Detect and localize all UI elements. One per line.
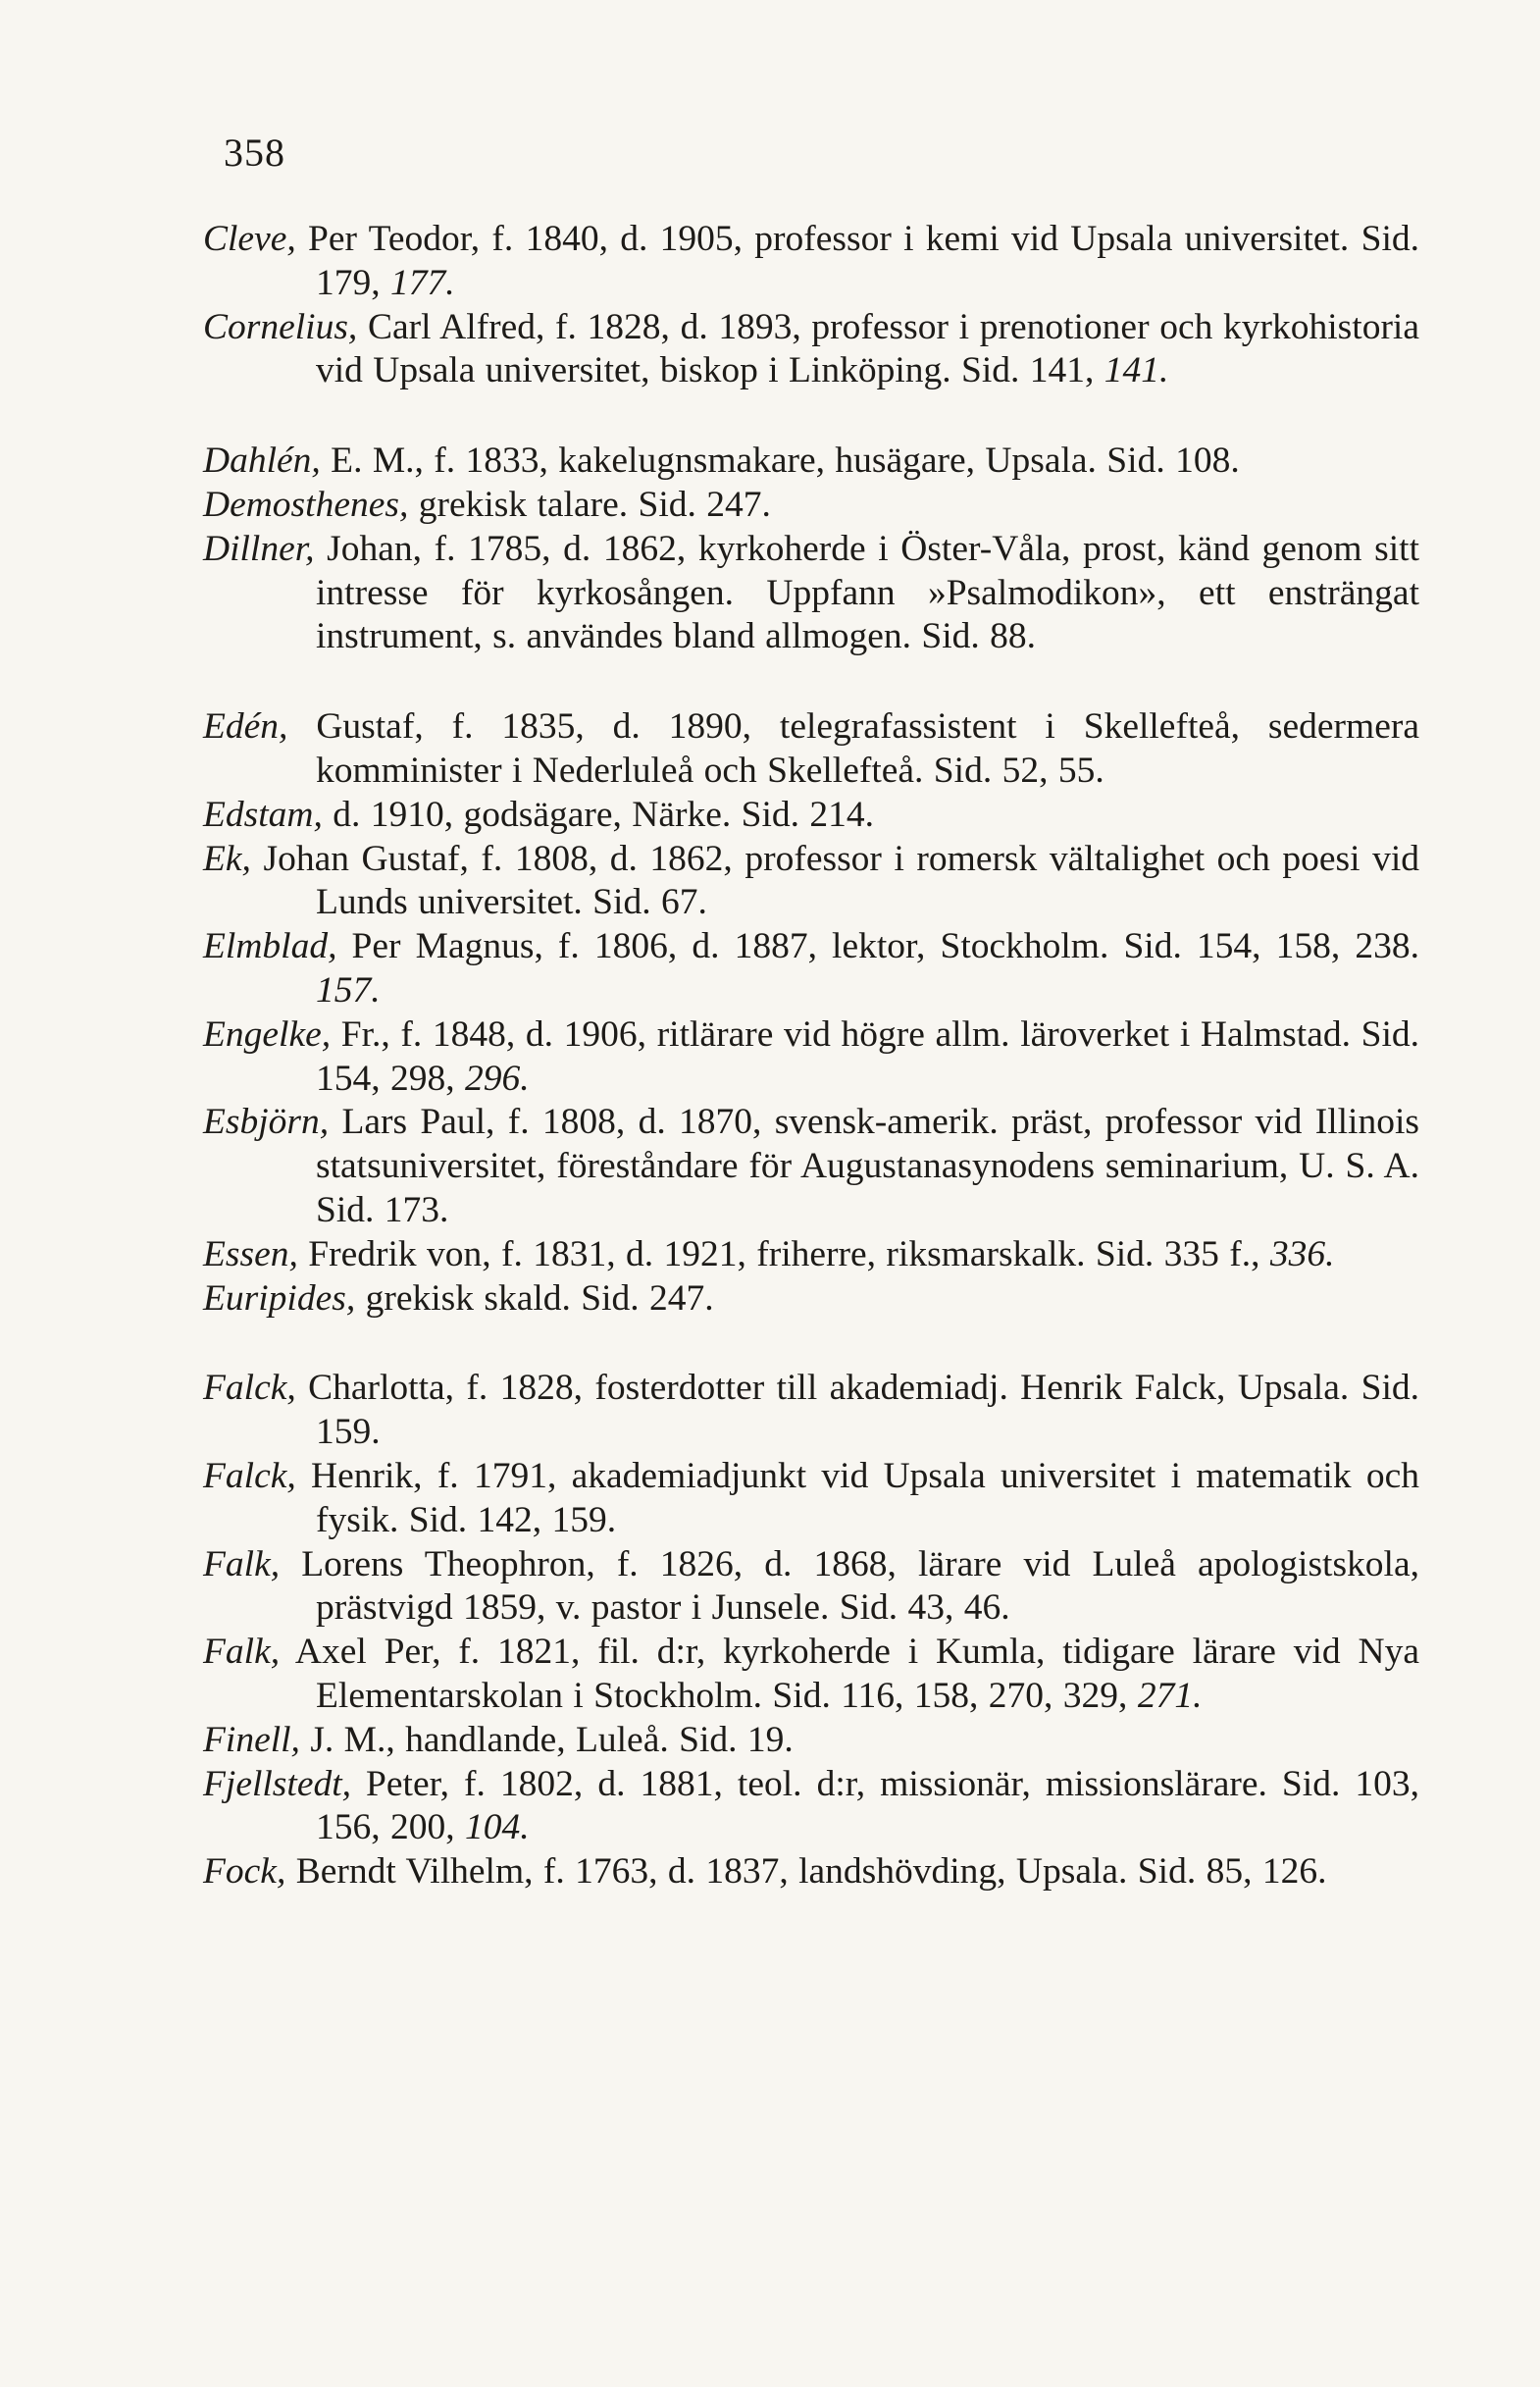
register-entry <box>203 1101 1419 1232</box>
entry-text: Per Magnus, f. 1806, d. 1887, lektor, Stockholm. Sid. 154, 158, 238. <box>336 926 1419 967</box>
entry-name: Demosthenes, <box>203 484 409 525</box>
entry-italic-ref: 177. <box>390 262 455 303</box>
entry-name: Fjellstedt, <box>203 1763 352 1804</box>
entry-name: Esbjörn, <box>203 1102 330 1143</box>
entry-name: Ek, <box>203 838 251 879</box>
register-entry <box>203 925 1419 1013</box>
register-entry <box>203 484 1419 528</box>
entry-text: E. M., f. 1833, kakelugnsmakare, husägare, Upsala. Sid. 108. <box>320 441 1240 482</box>
register-entry <box>203 1543 1419 1632</box>
register-entry <box>203 1455 1419 1543</box>
entry-text: Peter, f. 1802, d. 1881, teol. d:r, missionär, missionslärare. Sid. 103, 156, 200, <box>316 1763 1419 1848</box>
entry-name: Falk, <box>203 1632 281 1673</box>
register-entry <box>203 1233 1419 1277</box>
entry-name: Falk, <box>203 1543 281 1584</box>
entry-name: Engelke, <box>203 1013 332 1055</box>
entry-name: Dahlén, <box>203 441 321 482</box>
register-entry <box>203 794 1419 838</box>
entry-italic-ref: 296. <box>465 1058 530 1099</box>
entry-name: Dillner, <box>203 528 315 569</box>
entry-text: Fr., f. 1848, d. 1906, ritlärare vid högre allm. läroverket i Halmstad. Sid. 154, 298, <box>316 1013 1419 1099</box>
entry-italic-ref: 104. <box>465 1807 530 1848</box>
page-number: 358 <box>224 130 285 175</box>
entry-text: Johan, f. 1785, d. 1862, kyrkoherde i Öster-Våla, prost, känd genom sitt intresse för kyrkosången. Uppfann »Psalmodikon», ett ensträngat instrument, s. användes bland allmogen. Sid. 88. <box>314 528 1419 657</box>
entry-text: Gustaf, f. 1835, d. 1890, telegrafassistent i Skellefteå, sedermera komminister i Nederluleå och Skellefteå. Sid. 52, 55. <box>287 706 1419 791</box>
entry-italic-ref: 271. <box>1137 1675 1203 1716</box>
entry-text: Henrik, f. 1791, akademiadjunkt vid Upsala universitet i matematik och fysik. Sid. 142, 159. <box>295 1455 1419 1540</box>
register-entry <box>203 306 1419 394</box>
entry-name: Edén, <box>203 706 288 748</box>
register-entry <box>203 1631 1419 1719</box>
entry-name: Fock, <box>203 1851 286 1893</box>
entry-name: Falck, <box>203 1455 296 1496</box>
name-register <box>203 218 1419 1894</box>
entry-text: Lorens Theophron, f. 1826, d. 1868, lärare vid Luleå apologistskola, prästvigd 1859, v. pastor i Junsele. Sid. 43, 46. <box>280 1543 1419 1629</box>
entry-name: Elmblad, <box>203 926 337 967</box>
entry-text: grekisk skald. Sid. 247. <box>355 1277 714 1319</box>
entry-italic-ref: 157. <box>316 969 381 1011</box>
entry-text: J. M., handlande, Luleå. Sid. 19. <box>299 1719 794 1760</box>
entry-name: Finell, <box>203 1719 300 1760</box>
entry-name: Essen, <box>203 1233 298 1274</box>
entry-name: Edstam, <box>203 794 323 835</box>
entry-italic-ref: 141. <box>1104 350 1169 391</box>
register-entry <box>203 1719 1419 1763</box>
entry-name: Euripides, <box>203 1277 356 1319</box>
entry-text: grekisk talare. Sid. 247. <box>408 484 771 525</box>
register-entry <box>203 838 1419 926</box>
entry-name: Cornelius, <box>203 306 358 347</box>
entry-text: Lars Paul, f. 1808, d. 1870, svensk-amerik. präst, professor vid Illinois statsuniversitet, föreståndare för Augustanasynodens seminarium, U. S. A. Sid. 173. <box>316 1102 1419 1230</box>
register-entry <box>203 705 1419 794</box>
entry-text: d. 1910, godsägare, Närke. Sid. 214. <box>322 794 875 835</box>
register-entry <box>203 1277 1419 1322</box>
register-entry <box>203 1367 1419 1455</box>
entry-text: Carl Alfred, f. 1828, d. 1893, professor i prenotioner och kyrkohistoria vid Upsala universitet, biskop i Linköping. Sid. 141, <box>316 306 1419 391</box>
entry-text: Johan Gustaf, f. 1808, d. 1862, professor i romersk vältalighet och poesi vid Lunds universitet. Sid. 67. <box>250 838 1419 923</box>
register-entry <box>203 218 1419 306</box>
register-entry <box>203 1013 1419 1102</box>
register-entry <box>203 1763 1419 1851</box>
register-entry <box>203 1850 1419 1894</box>
entry-name: Cleve, <box>203 219 296 259</box>
entry-text: Per Teodor, f. 1840, d. 1905, professor i kemi vid Upsala universitet. Sid. 179, <box>295 219 1419 303</box>
register-entry <box>203 440 1419 484</box>
entry-text: Berndt Vilhelm, f. 1763, d. 1837, landshövding, Upsala. Sid. 85, 126. <box>285 1851 1327 1893</box>
entry-italic-ref: 336. <box>1269 1233 1335 1274</box>
entry-text: Charlotta, f. 1828, fosterdotter till akademiadj. Henrik Falck, Upsala. Sid. 159. <box>295 1368 1419 1453</box>
entry-text: Axel Per, f. 1821, fil. d:r, kyrkoherde i Kumla, tidigare lärare vid Nya Elementarskolan i Stockholm. Sid. 116, 158, 270, 329, <box>280 1632 1419 1716</box>
entry-name: Falck, <box>203 1368 296 1409</box>
register-entry <box>203 528 1419 659</box>
entry-text: Fredrik von, f. 1831, d. 1921, friherre, riksmarskalk. Sid. 335 f., <box>297 1233 1270 1274</box>
